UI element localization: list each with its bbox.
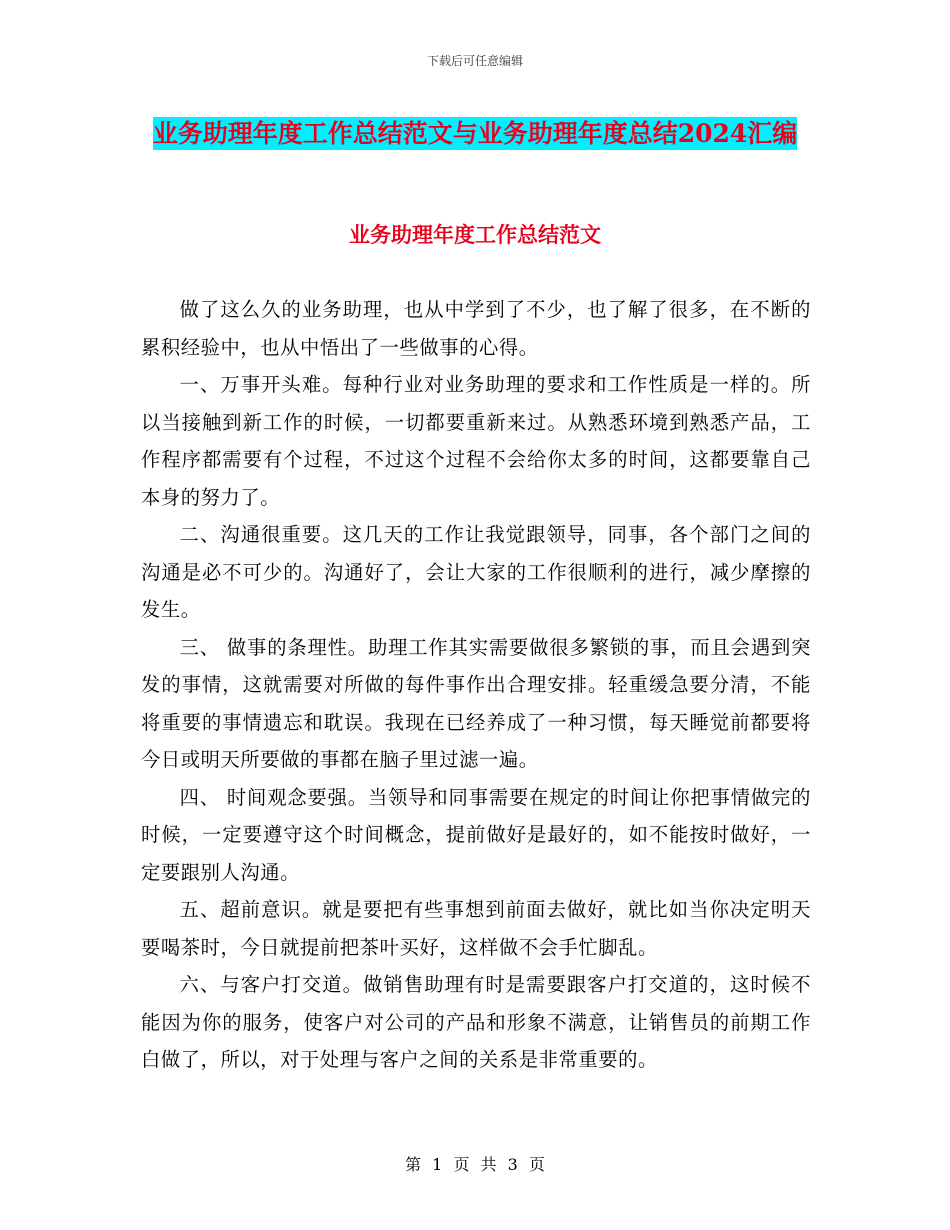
- page-footer: 第 1 页 共 3 页: [405, 1155, 545, 1174]
- paragraph-point-5: 五、超前意识。就是要把有些事想到前面去做好，就比如当你决定明天要喝茶时，今日就提前把茶叶买好，这样做不会手忙脚乱。: [141, 898, 811, 959]
- document-title: [140, 109, 810, 159]
- paragraph-point-3: 三、 做事的条理性。助理工作其实需要做很多繁锁的事，而且会遇到突发的事情，这就需要对所做的每件事作出合理安排。轻重缓急要分清，不能将重要的事情遗忘和耽误。我现在已经养成了一种习惯，每天睡觉前都要将今日或明天所要做的事都在脑子里过滤一遍。: [141, 635, 811, 771]
- document-body: [141, 291, 811, 1079]
- paragraph-point-1: 一、万事开头难。每种行业对业务助理的要求和工作性质是一样的。所以当接触到新工作的时候，一切都要重新来过。从熟悉环境到熟悉产品，工作程序都需要有个过程，不过这个过程不会给你太多的时间，这都要靠自己本身的努力了。: [141, 373, 811, 509]
- section-title: 业务助理年度工作总结范文: [349, 222, 601, 247]
- paragraph-point-4: 四、 时间观念要强。当领导和同事需要在规定的时间让你把事情做完的时候，一定要遵守这个时间概念，提前做好是最好的，如不能按时做好，一定要跟别人沟通。: [141, 785, 811, 884]
- paragraph-point-2: 二、沟通很重要。这几天的工作让我觉跟领导，同事，各个部门之间的沟通是必不可少的。沟通好了，会让大家的工作很顺利的进行，减少摩擦的发生。: [141, 523, 811, 621]
- page-header: 下载后可任意编辑: [426, 54, 523, 68]
- document-title-text: 业务助理年度工作总结范文与业务助理年度总结2024汇编: [152, 119, 798, 148]
- paragraph-intro: 做了这么久的业务助理，也从中学到了不少，也了解了很多，在不断的累积经验中，也从中悟出了一些做事的心得。: [141, 298, 811, 359]
- paragraph-point-6: 六、与客户打交道。做销售助理有时是需要跟客户打交道的，这时候不能因为你的服务，使客户对公司的产品和形象不满意，让销售员的前期工作白做了，所以，对于处理与客户之间的关系是非常重要的。: [141, 973, 811, 1071]
